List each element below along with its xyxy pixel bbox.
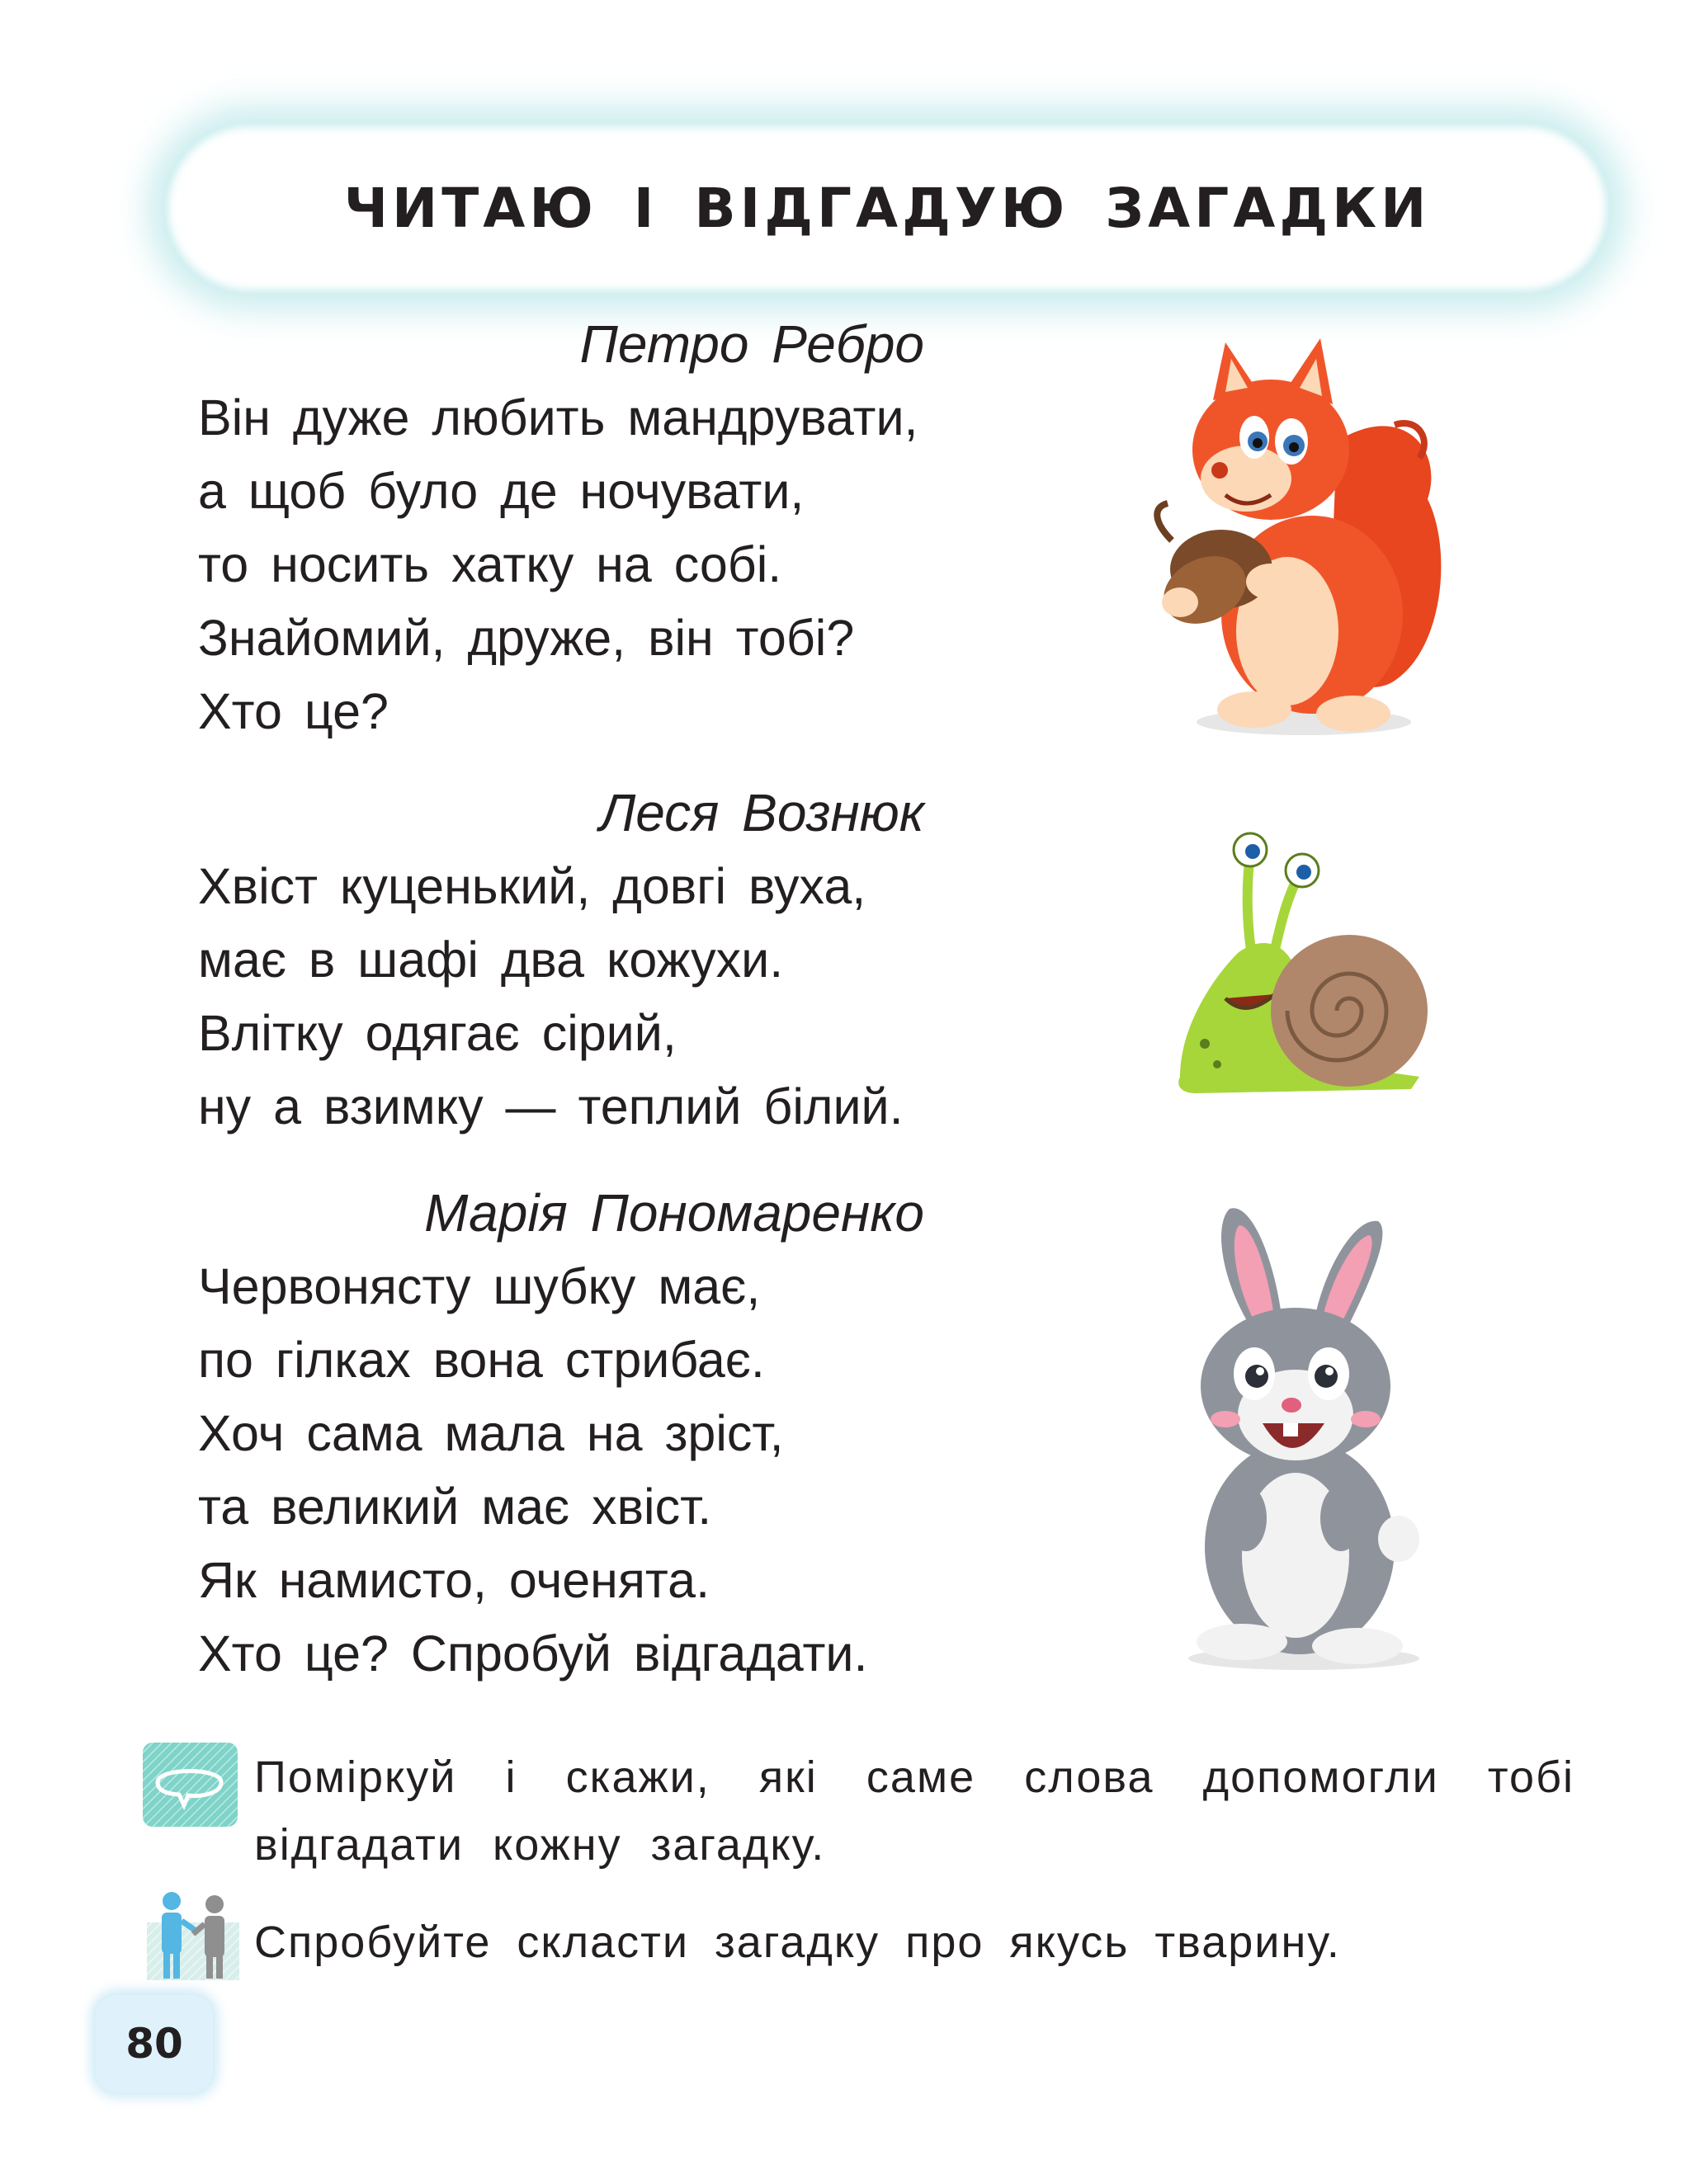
task-1-text: Поміркуй і скажи, які саме слова допомогли тобі відгадати кожну загадку.	[254, 1752, 1574, 1870]
riddle-line: то носить хатку на собі.	[198, 536, 782, 592]
riddle-author: Леся Вознюк	[599, 783, 924, 842]
riddle-2	[198, 776, 924, 1144]
riddle-author: Марія Пономаренко	[424, 1183, 924, 1243]
riddle-line: Знайомий, друже, він тобі?	[198, 610, 855, 666]
riddle-line: Влітку одягає сірий,	[198, 1005, 677, 1061]
riddle-line: Він дуже любить мандрувати,	[198, 389, 918, 446]
snail-illustration	[1164, 829, 1428, 1101]
riddle-line: по гілках вона стрибає.	[198, 1332, 765, 1388]
riddle-line: Хто це? Спробуй відгадати.	[198, 1625, 868, 1682]
squirrel-illustration	[1147, 334, 1461, 747]
riddle-1	[198, 307, 924, 748]
task-2-text: Спробуйте скласти загадку про якусь тварину.	[254, 1917, 1341, 1967]
speech-bubble-icon	[143, 1743, 238, 1827]
rabbit-illustration	[1164, 1200, 1436, 1679]
pair-work-icon	[147, 1889, 239, 1980]
riddle-3	[198, 1176, 924, 1691]
riddle-line: Як намисто, оченята.	[198, 1552, 710, 1608]
task-2-marker	[147, 1889, 239, 1980]
task-1-marker	[143, 1743, 238, 1827]
riddle-line: та великий має хвіст.	[198, 1479, 712, 1535]
riddle-line: а щоб було де ночувати,	[198, 463, 805, 519]
riddle-line: ну а взимку — теплий білий.	[198, 1078, 904, 1134]
riddle-author: Петро Ребро	[579, 314, 924, 374]
page-title: ЧИТАЮ І ВІДГАДУЮ ЗАГАДКИ	[343, 177, 1431, 240]
riddle-line: Хвіст куценький, довгі вуха,	[198, 858, 866, 914]
riddle-line: Хто це?	[198, 683, 389, 739]
page-number: 80	[96, 1995, 213, 2092]
riddle-line: Хоч сама мала на зріст,	[198, 1405, 784, 1461]
riddle-line: має в шафі два кожухи.	[198, 932, 784, 988]
riddle-line: Червонясту шубку має,	[198, 1258, 761, 1314]
